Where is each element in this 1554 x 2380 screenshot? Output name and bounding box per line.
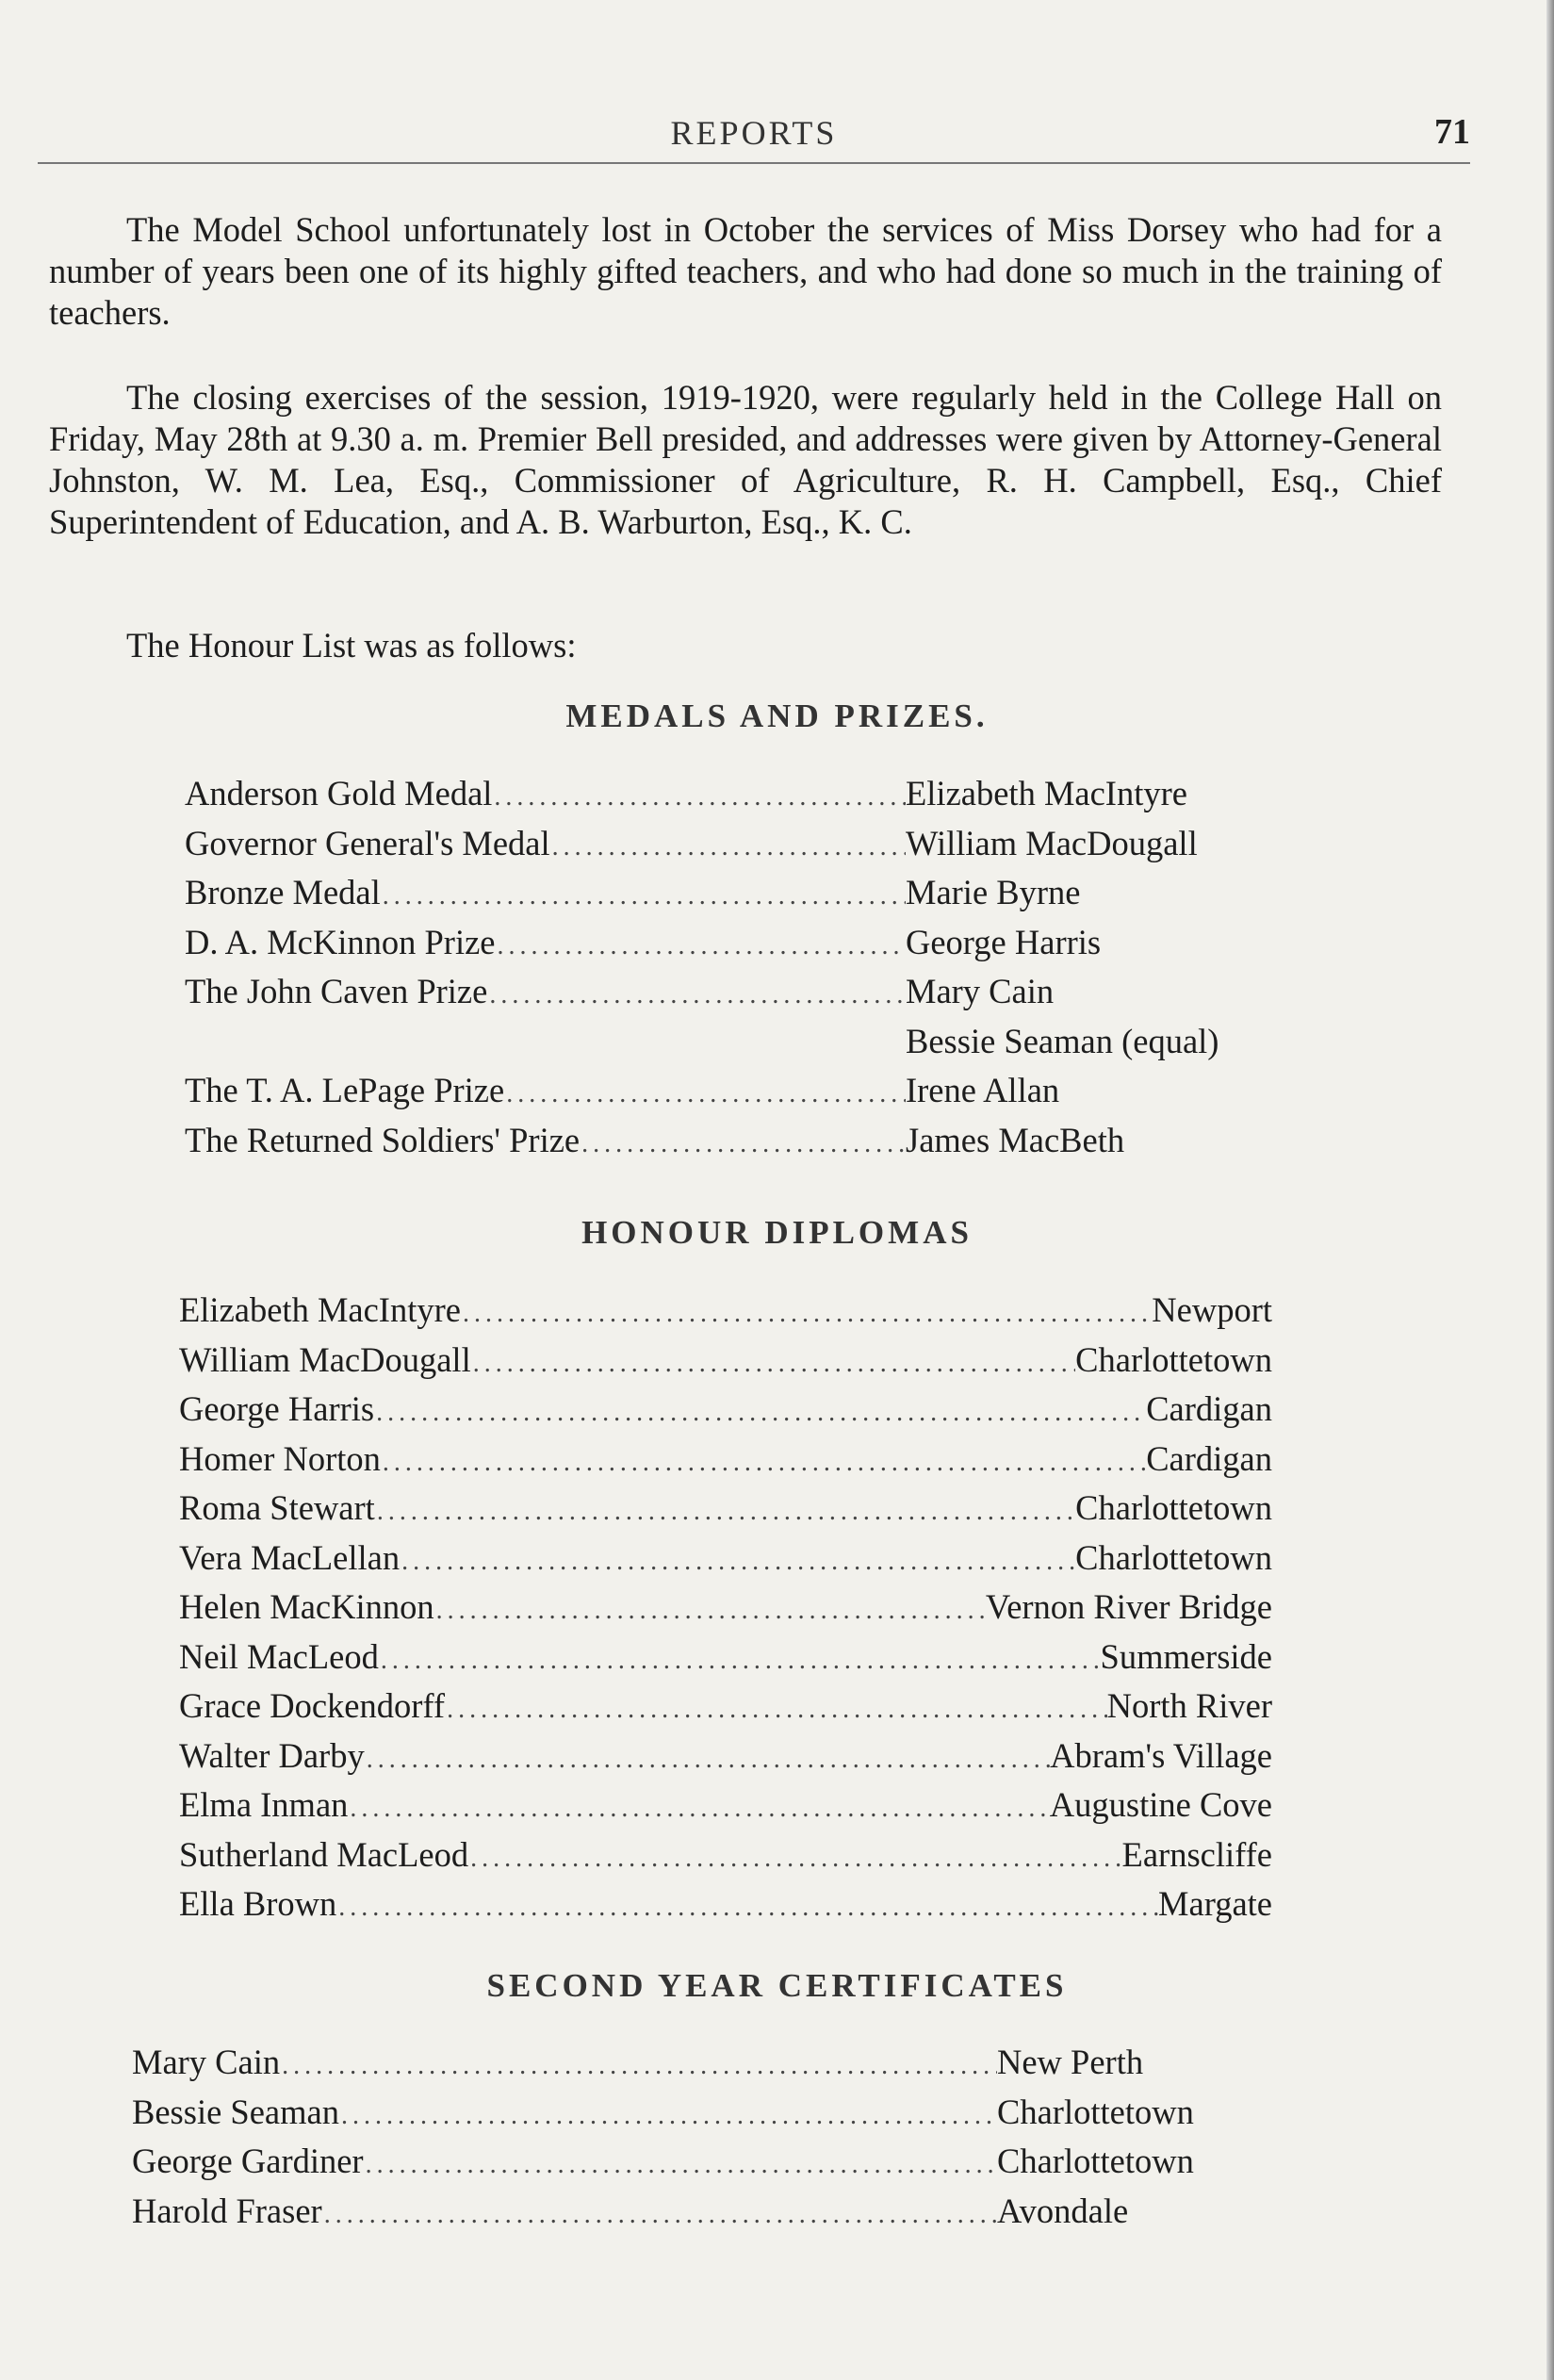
dot-leader bbox=[365, 1745, 1050, 1775]
prize-name: Governor General's Medal bbox=[185, 823, 550, 862]
list-item bbox=[132, 2092, 1263, 2142]
diploma-name: Vera MacLellan bbox=[179, 1537, 401, 1577]
list-item bbox=[132, 2141, 1263, 2191]
dot-leader bbox=[322, 2200, 997, 2230]
dot-leader bbox=[504, 1079, 906, 1109]
paragraph-model-school: The Model School unfortunately lost in October the services of Miss Dorsey who had for a number of years been one of its highly gifted teachers, and who had done so much in the training of teachers. bbox=[49, 210, 1442, 332]
diploma-name: Sutherland MacLeod bbox=[179, 1834, 469, 1874]
medals-and-prizes-list bbox=[185, 773, 1311, 1169]
prize-name: Bronze Medal bbox=[185, 873, 381, 911]
list-item bbox=[179, 1784, 1272, 1834]
list-item bbox=[185, 1120, 1311, 1170]
page-number: 71 bbox=[1434, 112, 1470, 152]
certificate-place: Avondale bbox=[997, 2191, 1129, 2230]
diploma-name: Elma Inman bbox=[179, 1785, 349, 1824]
prize-name: The T. A. LePage Prize bbox=[185, 1071, 505, 1109]
prize-name: D. A. McKinnon Prize bbox=[185, 922, 496, 961]
prize-winner: James MacBeth bbox=[906, 1120, 1125, 1159]
list-item bbox=[179, 1636, 1272, 1686]
diploma-name: Neil MacLeod bbox=[179, 1636, 379, 1676]
dot-leader bbox=[495, 931, 906, 961]
prize-winner: Mary Cain bbox=[906, 972, 1055, 1010]
prize-name: Anderson Gold Medal bbox=[185, 774, 493, 812]
dot-leader bbox=[461, 1299, 1152, 1329]
page-header bbox=[38, 106, 1470, 162]
list-item bbox=[185, 773, 1311, 823]
dot-leader bbox=[550, 832, 906, 862]
list-item bbox=[179, 1586, 1272, 1636]
honour-diplomas-list bbox=[179, 1289, 1272, 1933]
list-item bbox=[185, 971, 1311, 1021]
paragraph-honour-list-intro: The Honour List was as follows: bbox=[126, 626, 577, 665]
dot-leader bbox=[381, 881, 906, 911]
diploma-place: Charlottetown bbox=[1075, 1537, 1272, 1577]
certificate-name: Harold Fraser bbox=[132, 2191, 322, 2230]
diploma-name: Homer Norton bbox=[179, 1438, 381, 1478]
prize-name: The Returned Soldiers' Prize bbox=[185, 1120, 581, 1159]
list-item bbox=[132, 2191, 1263, 2240]
diploma-name: Helen MacKinnon bbox=[179, 1587, 434, 1626]
dot-leader bbox=[434, 1596, 986, 1626]
honour-diplomas-heading: HONOUR DIPLOMAS bbox=[581, 1214, 973, 1251]
diploma-place: Augustine Cove bbox=[1049, 1785, 1272, 1824]
list-item bbox=[179, 1339, 1272, 1389]
prize-winner: Bessie Seaman (equal) bbox=[906, 1021, 1219, 1060]
paragraph-closing-exercises: The closing exercises of the session, 1919-1920, were regularly held in the College Hall on Friday, May 28th at 9.30 a. m. Premier Bell presided, and addresses were given by Attorney-General Johnston, W. M. Lea, Esq., Commissioner of Agriculture, R. H. Campbell, Esq., Chief Superintendent of Education, and A. B. Warburton, Esq., K. C. bbox=[49, 378, 1442, 541]
list-item bbox=[179, 1685, 1272, 1735]
diploma-place: Earnscliffe bbox=[1121, 1834, 1272, 1874]
dot-leader bbox=[580, 1129, 906, 1159]
dot-leader bbox=[487, 980, 906, 1010]
diploma-name: George Harris bbox=[179, 1389, 375, 1428]
prize-winner: Irene Allan bbox=[906, 1071, 1060, 1109]
second-year-certificates-list bbox=[132, 2042, 1263, 2240]
diploma-place: Cardigan bbox=[1146, 1389, 1272, 1428]
running-title: REPORTS bbox=[670, 114, 838, 152]
dot-leader bbox=[492, 782, 906, 812]
dot-leader bbox=[374, 1398, 1146, 1428]
dot-leader bbox=[381, 1448, 1146, 1478]
diploma-name: Elizabeth MacIntyre bbox=[179, 1290, 461, 1329]
prize-winner: George Harris bbox=[906, 922, 1102, 961]
dot-leader bbox=[400, 1547, 1075, 1577]
list-item bbox=[179, 1289, 1272, 1339]
diploma-place: Cardigan bbox=[1146, 1438, 1272, 1478]
dot-leader bbox=[379, 1646, 1101, 1676]
diploma-place: Margate bbox=[1158, 1884, 1272, 1923]
list-item bbox=[185, 1070, 1311, 1120]
header-rule bbox=[38, 162, 1470, 164]
scan-edge-shadow bbox=[1546, 0, 1554, 2380]
certificate-place: Charlottetown bbox=[997, 2142, 1194, 2180]
list-item bbox=[132, 2042, 1263, 2092]
certificate-place: New Perth bbox=[997, 2043, 1144, 2081]
diploma-place: Summerside bbox=[1100, 1636, 1272, 1676]
list-item bbox=[179, 1388, 1272, 1438]
diploma-place: Charlottetown bbox=[1075, 1488, 1272, 1527]
diploma-place: Charlottetown bbox=[1075, 1339, 1272, 1379]
prize-winner: Elizabeth MacIntyre bbox=[906, 774, 1187, 812]
diploma-place: Abram's Village bbox=[1050, 1735, 1272, 1775]
diploma-name: William MacDougall bbox=[179, 1339, 471, 1379]
dot-leader bbox=[336, 1893, 1158, 1923]
diploma-name: Walter Darby bbox=[179, 1735, 365, 1775]
list-item bbox=[179, 1834, 1272, 1884]
list-item bbox=[179, 1487, 1272, 1537]
diploma-name: Ella Brown bbox=[179, 1884, 337, 1923]
diploma-place: North River bbox=[1106, 1686, 1272, 1725]
certificate-name: Bessie Seaman bbox=[132, 2092, 339, 2131]
dot-leader bbox=[364, 2150, 997, 2180]
list-item bbox=[179, 1438, 1272, 1488]
dot-leader bbox=[280, 2051, 997, 2081]
dot-leader bbox=[471, 1349, 1075, 1379]
dot-leader bbox=[348, 1794, 1049, 1824]
prize-winner: Marie Byrne bbox=[906, 873, 1081, 911]
list-item bbox=[185, 823, 1311, 873]
medals-and-prizes-heading: MEDALS AND PRIZES. bbox=[565, 698, 989, 734]
prize-winner: William MacDougall bbox=[906, 823, 1198, 862]
prize-name: The John Caven Prize bbox=[185, 972, 488, 1010]
dot-leader bbox=[445, 1695, 1107, 1725]
list-item bbox=[185, 872, 1311, 922]
certificate-name: Mary Cain bbox=[132, 2043, 281, 2081]
diploma-name: Grace Dockendorff bbox=[179, 1686, 446, 1725]
diploma-place: Newport bbox=[1152, 1290, 1272, 1329]
list-item bbox=[179, 1537, 1272, 1587]
diploma-place: Vernon River Bridge bbox=[985, 1587, 1272, 1626]
diploma-name: Roma Stewart bbox=[179, 1488, 375, 1527]
list-item bbox=[185, 922, 1311, 972]
list-item bbox=[179, 1883, 1272, 1933]
dot-leader bbox=[339, 2101, 997, 2131]
certificate-place: Charlottetown bbox=[997, 2092, 1194, 2131]
dot-leader bbox=[375, 1497, 1075, 1527]
list-item bbox=[179, 1735, 1272, 1785]
second-year-certificates-heading: SECOND YEAR CERTIFICATES bbox=[486, 1967, 1068, 2004]
certificate-name: George Gardiner bbox=[132, 2142, 364, 2180]
dot-leader bbox=[468, 1844, 1121, 1874]
list-item bbox=[185, 1021, 1311, 1071]
